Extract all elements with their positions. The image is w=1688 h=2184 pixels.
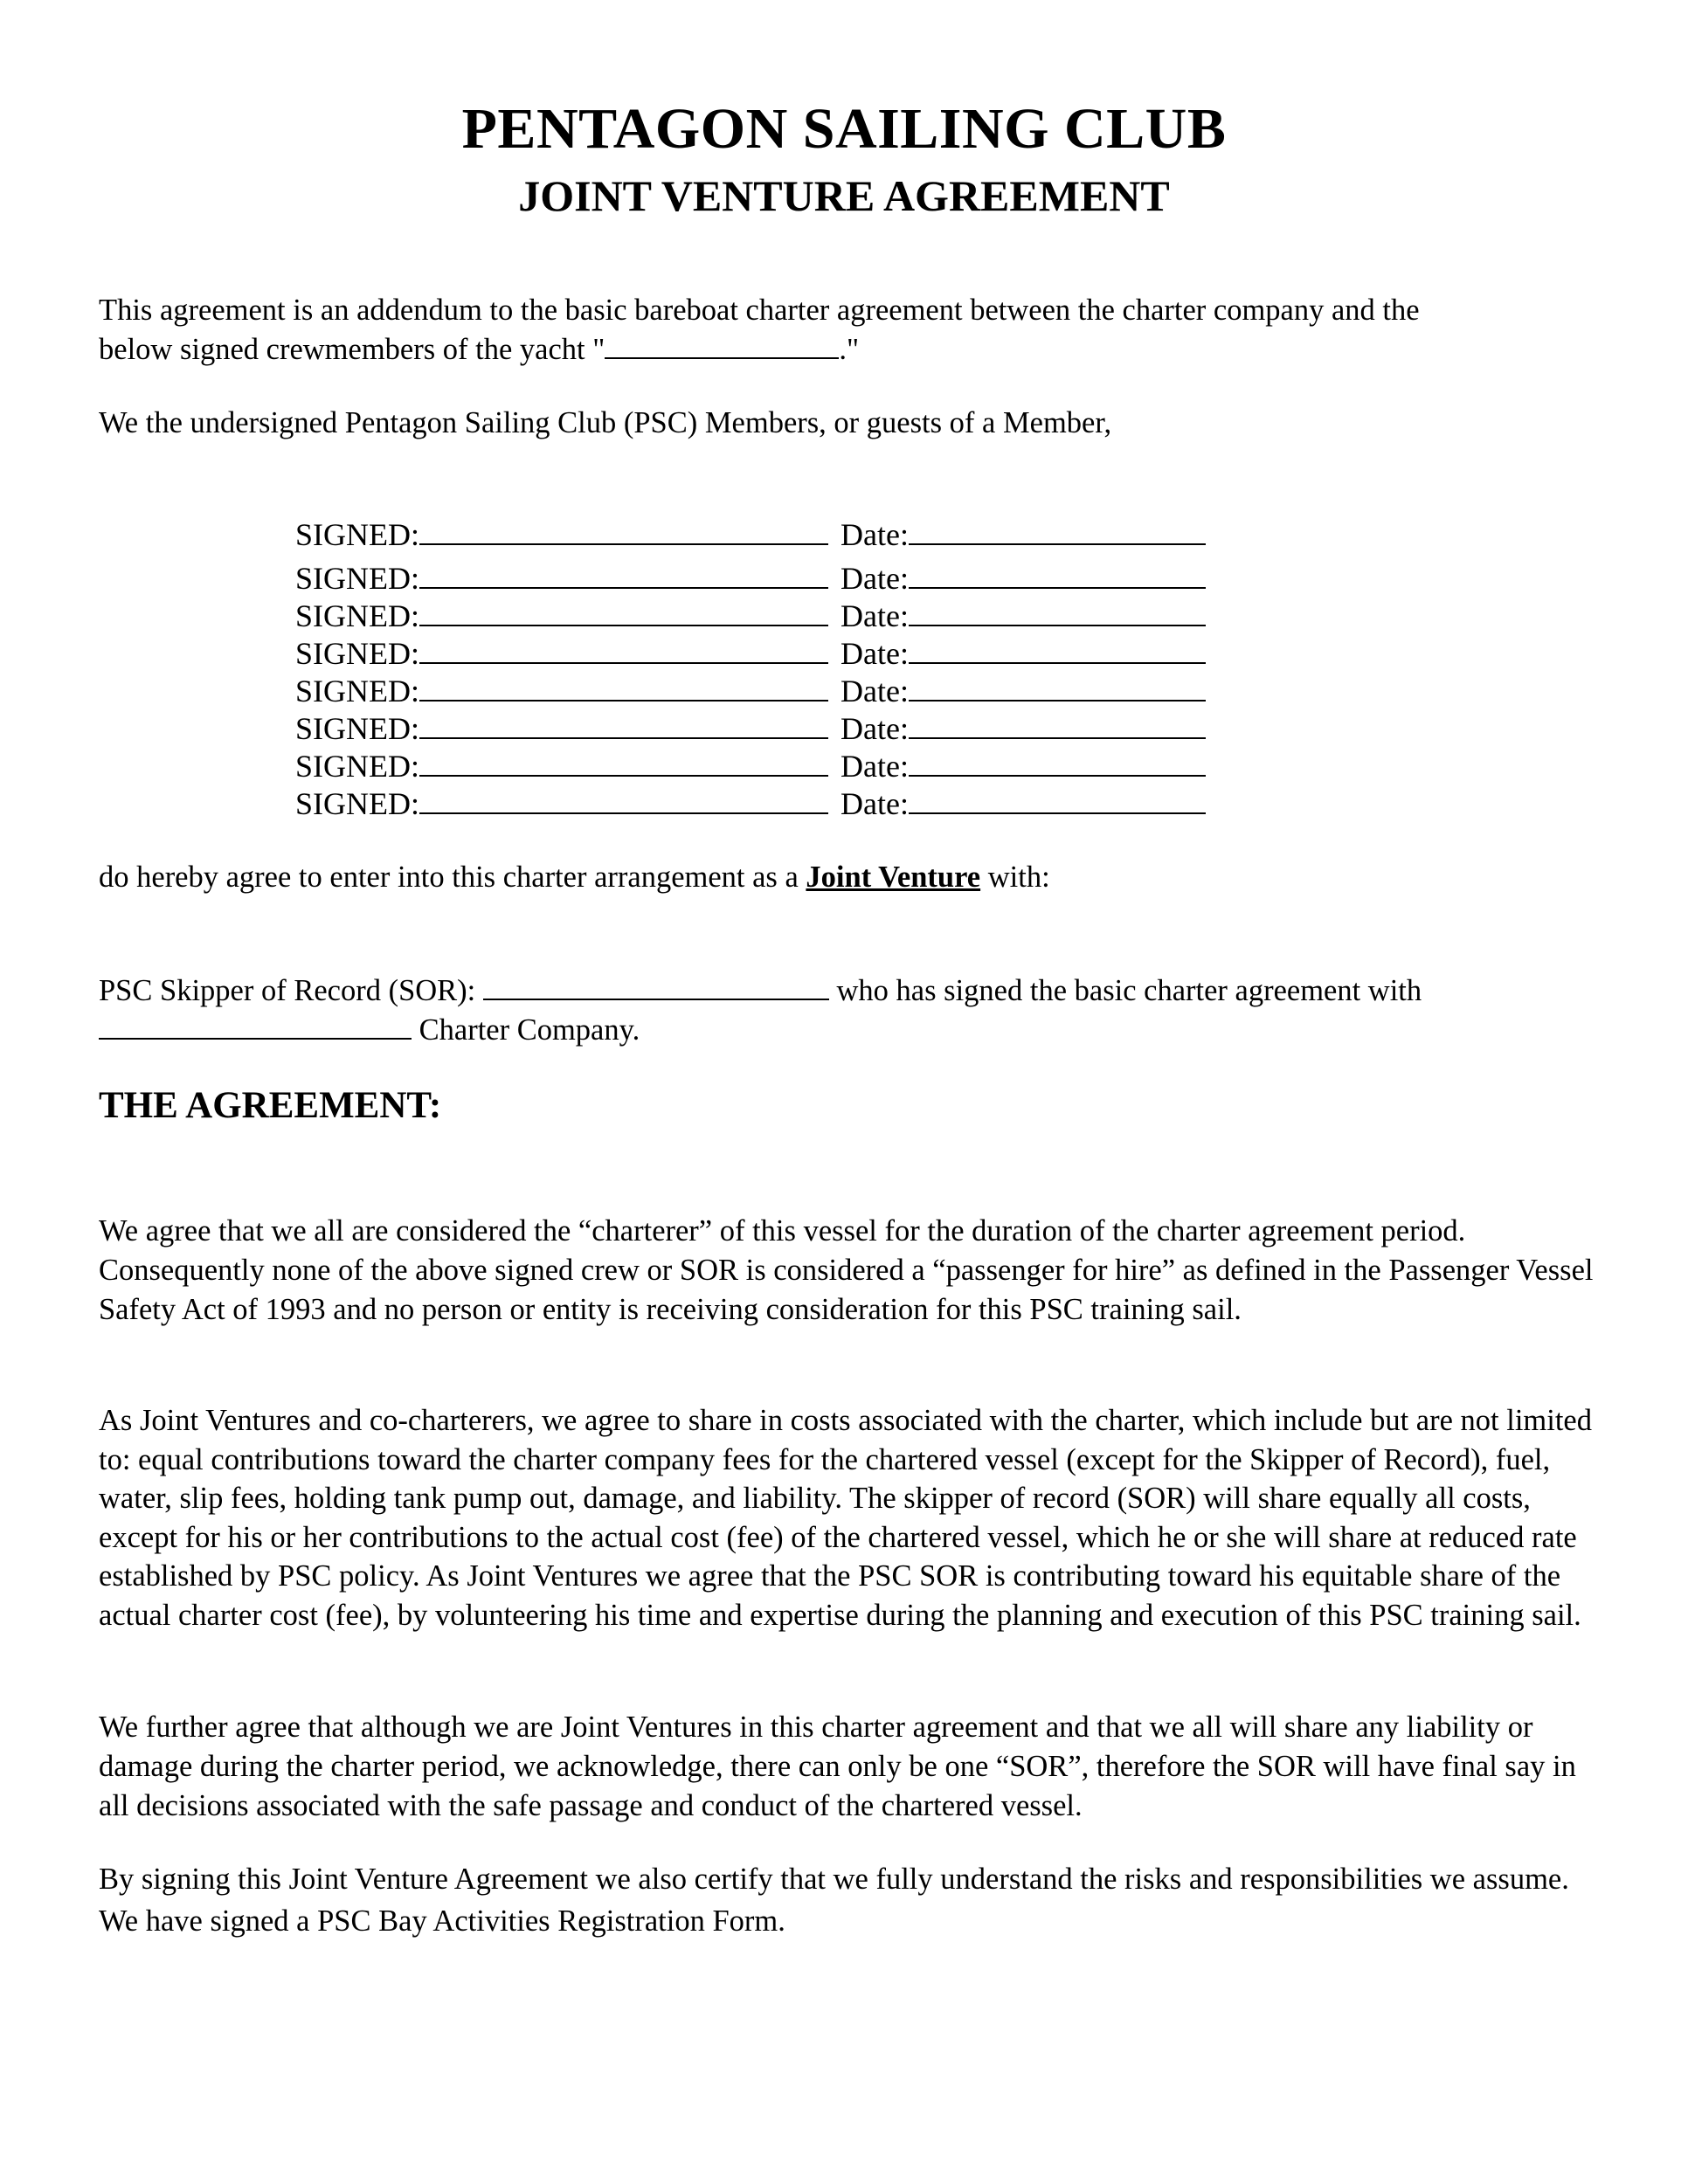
date-line[interactable]: [909, 636, 1206, 664]
agree-suffix: with:: [980, 860, 1050, 894]
date-group: [841, 709, 1206, 748]
signed-label: SIGNED:: [295, 561, 419, 596]
signature-line[interactable]: [419, 561, 828, 589]
date-group: [841, 597, 1206, 635]
date-line[interactable]: [909, 711, 1206, 739]
agreement-paragraph-2: As Joint Ventures and co-charterers, we agree to share in costs associated with the charter, which include but are not limited to: equal contributions toward the charter company fees for the chartered vessel (except for the Skipper of Record), fuel, water, slip fees, holding tank pump out, damage, and liability. The skipper of record (SOR) will share equally all costs, except for his or her contributions to the actual cost (fee) of the chartered vessel, which he or she will share at reduced rate established by PSC policy. As Joint Ventures we agree that the PSC SOR is contributing toward his equitable share of the actual charter cost (fee), by volunteering his time and expertise during the planning and execution of this PSC training sail.: [99, 1404, 1592, 1632]
signature-row: [295, 597, 909, 635]
joint-venture-term: Joint Venture: [806, 860, 981, 894]
signed-label: SIGNED:: [295, 598, 419, 633]
signature-line[interactable]: [419, 517, 828, 545]
date-line[interactable]: [909, 786, 1206, 814]
date-line[interactable]: [909, 561, 1206, 589]
signature-row: [295, 634, 909, 673]
date-label: Date:: [841, 786, 909, 821]
date-line[interactable]: [909, 749, 1206, 777]
agreement-heading: THE AGREEMENT:: [99, 1085, 442, 1126]
skipper-prefix: PSC Skipper of Record (SOR):: [99, 974, 483, 1007]
agreement-statement: [99, 858, 1602, 897]
date-label: Date:: [841, 711, 909, 746]
signed-label: SIGNED:: [295, 711, 419, 746]
date-label: Date:: [841, 749, 909, 784]
intro-line-2-prefix: below signed crewmembers of the yacht ": [99, 333, 605, 366]
yacht-name-field[interactable]: [605, 331, 839, 359]
document-title: PENTAGON SAILING CLUB: [461, 97, 1227, 161]
date-group: [841, 747, 1206, 785]
signature-row: [295, 784, 909, 823]
signed-label: SIGNED:: [295, 749, 419, 784]
date-group: [841, 515, 1206, 554]
date-label: Date:: [841, 636, 909, 671]
charter-company-field[interactable]: [99, 1012, 412, 1040]
date-label: Date:: [841, 517, 909, 552]
signed-label: SIGNED:: [295, 674, 419, 708]
signature-row: [295, 709, 909, 748]
date-line[interactable]: [909, 517, 1206, 545]
date-label: Date:: [841, 561, 909, 596]
date-group: [841, 634, 1206, 673]
charter-company-suffix: Charter Company.: [412, 1013, 640, 1047]
intro-paragraph: [99, 291, 1602, 370]
agreement-paragraph-1: We agree that we all are considered the “charterer” of this vessel for the duration of the charter agreement period. Consequently none of the above signed crew or SOR is considered a “passenger for hire” as defined in the Passenger Vessel Safety Act of 1993 and no person or entity is receiving consideration for this PSC training sail.: [99, 1214, 1594, 1326]
skipper-suffix: who has signed the basic charter agreement with: [828, 974, 1422, 1007]
agree-prefix: do hereby agree to enter into this charter arrangement as a: [99, 860, 806, 894]
intro-line-2-suffix: .": [839, 333, 860, 366]
signature-line[interactable]: [419, 636, 828, 664]
signature-line[interactable]: [419, 674, 828, 702]
agreement-paragraph-4: By signing this Joint Venture Agreement we also certify that we fully understand the risks and responsibilities we assume. We have signed a PSC Bay Activities Registration Form.: [99, 1863, 1569, 1938]
signed-label: SIGNED:: [295, 517, 419, 552]
intro-line-1: This agreement is an addendum to the basic bareboat charter agreement between the charter company and the: [99, 294, 1420, 327]
agreement-paragraph-3: We further agree that although we are Joint Ventures in this charter agreement and that we all will share any liability or damage during the charter period, we acknowledge, there can only be one “SOR”, therefore the SOR will have final say in all decisions associated with the safe passage and conduct of the chartered vessel.: [99, 1711, 1576, 1822]
signature-line[interactable]: [419, 786, 828, 814]
undersigned-statement: We the undersigned Pentagon Sailing Club (PSC) Members, or guests of a Member,: [99, 406, 1112, 439]
signature-row: [295, 515, 909, 554]
date-label: Date:: [841, 674, 909, 708]
date-label: Date:: [841, 598, 909, 633]
signature-row: [295, 747, 909, 785]
signature-line[interactable]: [419, 598, 828, 626]
signature-line[interactable]: [419, 711, 828, 739]
date-line[interactable]: [909, 674, 1206, 702]
document-subtitle: JOINT VENTURE AGREEMENT: [518, 171, 1170, 220]
signed-label: SIGNED:: [295, 636, 419, 671]
signature-row: [295, 672, 909, 710]
date-line[interactable]: [909, 598, 1206, 626]
skipper-paragraph: [99, 971, 1602, 1050]
date-group: [841, 784, 1206, 823]
signature-line[interactable]: [419, 749, 828, 777]
signature-row: [295, 559, 909, 598]
date-group: [841, 559, 1206, 598]
signed-label: SIGNED:: [295, 786, 419, 821]
skipper-name-field[interactable]: [483, 972, 829, 1000]
date-group: [841, 672, 1206, 710]
